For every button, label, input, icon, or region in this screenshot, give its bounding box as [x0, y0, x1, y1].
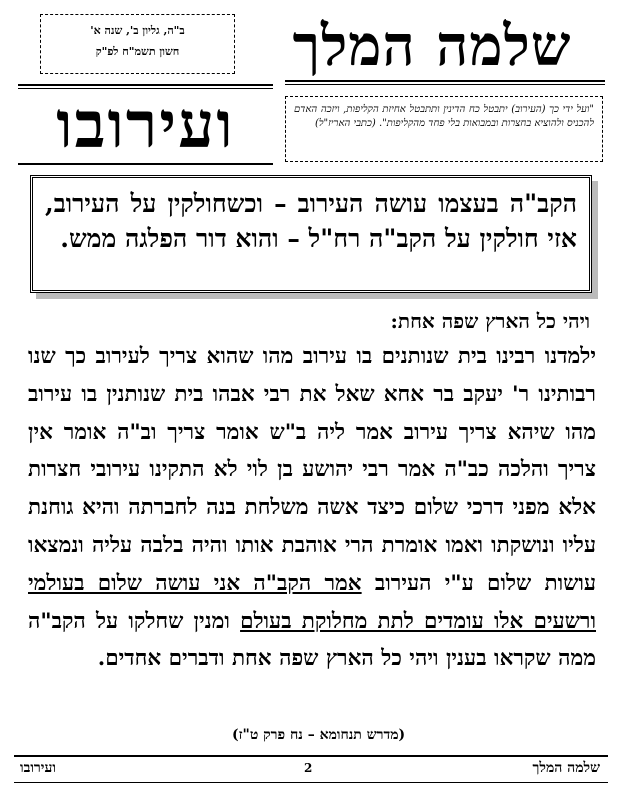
article-subhead: ויהי כל הארץ שפה אחת:	[390, 309, 590, 333]
issue-line: ב"ה, גליון ב', שנה א'	[90, 24, 185, 37]
article-body	[28, 338, 596, 678]
date-line: חשון תשמ"ח לפ"ק	[95, 45, 180, 58]
masthead-title: שלמה המלך	[292, 13, 572, 79]
body-text-part2: ומנין שחלקו על הקב"ה ממה שקראו בענין ויהי כל הארץ שפה אחת ודברים אחדים.	[28, 608, 596, 672]
page-footer	[14, 755, 608, 779]
body-text-underlined: אמר הקב"ה אני עושה שלום בעולמי ורשעים אלו עומדים לתת מחלוקת בעולם	[28, 570, 596, 634]
issue-date-box	[40, 14, 235, 74]
footer-section: ועירובו	[20, 760, 56, 776]
footer-rule	[14, 782, 608, 783]
page-number: 2	[304, 761, 313, 775]
source-citation: (מדרש תנחומא – נח פרק ט"ז)	[232, 727, 406, 743]
body-text-part1: ילמדנו רבינו בית שנותנים בו עירוב מהו שהוא צריך לעירוב כך שנו רבותינו ר' יעקב בר אחא שאל את רבי אבהו בית שנותנין בו עירוב מהו שיהא צריך עירוב אמר ליה ב"ש אומר צריך וב"ה אומר אין צריך והלכה כב"ה אמר רבי יהושע בן לוי לא התקינו עירובי חצרות אלא מפני דרכי שלום כיצד אשה משלחת בנה לחברתה והיא גוחנת עליו ונושקתו ואמו אומרת הרי אוהבת אותו והיה בלבה עליה ונמצאו עושות שלום ע"י העירוב	[28, 344, 596, 596]
masthead-rule	[285, 80, 605, 82]
title-rule-bottom	[18, 163, 273, 165]
footer-publication: שלמה המלך	[532, 760, 600, 776]
kabbalah-quote: "ועל ידי כך (העירוב) יתבטל כח הדינין ותתבטל אחיזת הקליפות, ויזכה האדם להכניס ולהוציא בחצרות ובמבואות בלי פחד מהקליפות". (כתבי האריז"ל)	[285, 96, 603, 162]
masthead-rule-thin	[285, 84, 605, 85]
callout-box: הקב"ה בעצמו עושה העירוב – וכשחולקין על העירוב, אזי חולקין על הקב"ה רח"ל – והוא דור הפלגה ממש.	[30, 175, 592, 293]
section-title: ועירובו	[56, 88, 235, 163]
title-rule-top	[18, 84, 273, 86]
